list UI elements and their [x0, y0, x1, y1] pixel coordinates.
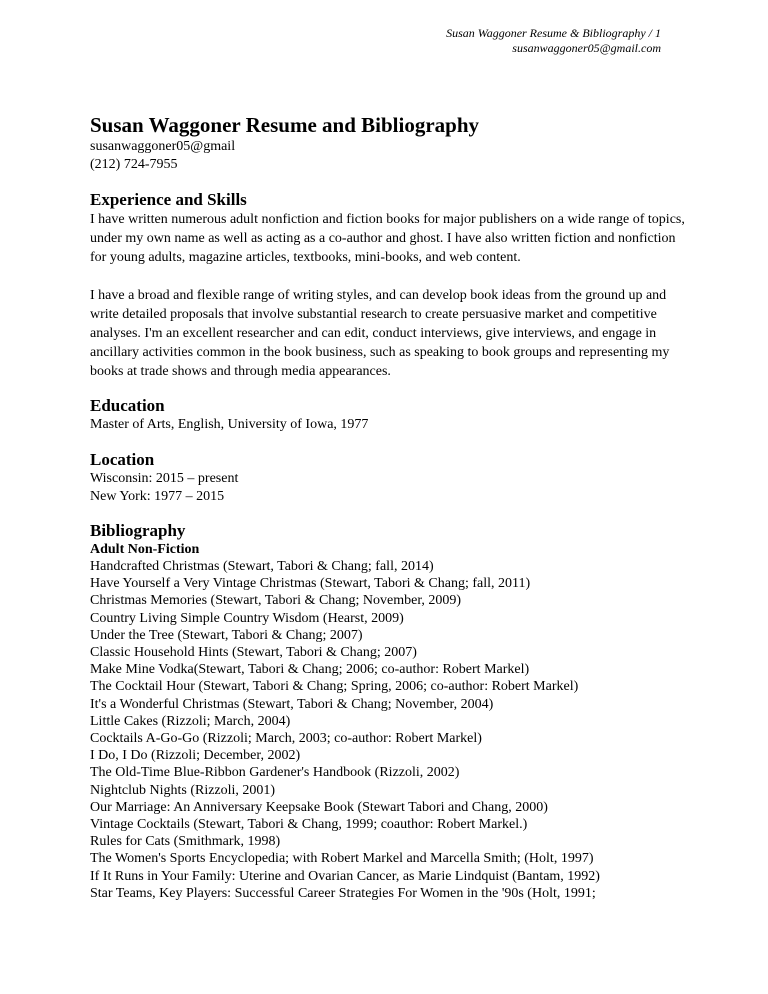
bibliography-item: It's a Wonderful Christmas (Stewart, Tabori & Chang; November, 2004) — [90, 696, 494, 712]
bibliography-item: I Do, I Do (Rizzoli; December, 2002) — [90, 748, 301, 764]
bibliography-item: Have Yourself a Very Vintage Christmas (Stewart, Tabori & Chang; fall, 2011) — [90, 576, 531, 592]
location-line: New York: 1977 – 2015 — [90, 489, 225, 504]
location-line: Wisconsin: 2015 – present — [90, 471, 239, 486]
page-header — [446, 26, 661, 56]
bibliography-item: Nightclub Nights (Rizzoli, 2001) — [90, 782, 276, 798]
bibliography-item: Rules for Cats (Smithmark, 1998) — [90, 834, 281, 850]
bibliography-item: Little Cakes (Rizzoli; March, 2004) — [90, 713, 291, 729]
bibliography-item: Make Mine Vodka(Stewart, Tabori & Chang; 2006; co-author: Robert Markel) — [90, 662, 530, 678]
bibliography-item: Vintage Cocktails (Stewart, Tabori & Chang, 1999; coauthor: Robert Markel.) — [90, 817, 528, 833]
bibliography-list — [90, 558, 690, 902]
education-degree: Master of Arts, English, University of Iowa, 1977 — [90, 417, 369, 432]
experience-heading: Experience and Skills — [90, 190, 247, 209]
bibliography-item: Classic Household Hints (Stewart, Tabori & Chang; 2007) — [90, 645, 417, 661]
bibliography-heading: Bibliography — [90, 521, 186, 540]
contact-email: susanwaggoner05@gmail — [90, 139, 236, 154]
contact-phone: (212) 724-7955 — [90, 157, 178, 172]
bibliography-item: Christmas Memories (Stewart, Tabori & Chang; November, 2009) — [90, 593, 462, 609]
location-section — [90, 449, 690, 506]
bibliography-item: Our Marriage: An Anniversary Keepsake Book (Stewart Tabori and Chang, 2000) — [90, 799, 548, 815]
education-heading: Education — [90, 396, 165, 415]
bibliography-item: Under the Tree (Stewart, Tabori & Chang; 2007) — [90, 627, 363, 643]
bibliography-item: If It Runs in Your Family: Uterine and Ovarian Cancer, as Marie Lindquist (Bantam, 1992) — [90, 868, 600, 884]
bibliography-item: The Old-Time Blue-Ribbon Gardener's Handbook (Rizzoli, 2002) — [90, 765, 460, 781]
document-title: Susan Waggoner Resume and Bibliography — [90, 113, 479, 137]
experience-section — [90, 189, 690, 381]
bibliography-item: Country Living Simple Country Wisdom (Hearst, 2009) — [90, 610, 404, 626]
bibliography-item: Handcrafted Christmas (Stewart, Tabori & Chang; fall, 2014) — [90, 559, 434, 574]
resume-content — [90, 112, 690, 902]
education-section — [90, 395, 690, 434]
bibliography-subheading: Adult Non-Fiction — [90, 542, 200, 557]
bibliography-section — [90, 520, 690, 902]
bibliography-item: Star Teams, Key Players: Successful Career Strategies For Women in the '90s (Holt, 1991; — [90, 885, 596, 901]
experience-paragraph-1: I have written numerous adult nonfiction and fiction books for major publishers on a wide range of topics, under my own name as well as acting as a co-author and ghost. I have also written fiction and nonfiction for young adults, magazine articles, textbooks, mini-books, and web content. — [90, 212, 685, 265]
bibliography-item: The Cocktail Hour (Stewart, Tabori & Chang; Spring, 2006; co-author: Robert Markel) — [90, 679, 579, 695]
bibliography-item: Cocktails A-Go-Go (Rizzoli; March, 2003; co-author: Robert Markel) — [90, 731, 482, 747]
bibliography-item: The Women's Sports Encyclopedia; with Robert Markel and Marcella Smith; (Holt, 1997) — [90, 851, 594, 867]
experience-paragraph-2: I have a broad and flexible range of writing styles, and can develop book ideas from the ground up and write detailed proposals that involve substantial research to create persuasive market and competitive analyses. I'm an excellent researcher and can edit, conduct interviews, give interviews, and engage in ancillary activities common in the book business, such as speaking to book groups and representing my books at trade shows and through media appearances. — [90, 288, 670, 379]
header-email-line: susanwaggoner05@gmail.com — [512, 41, 661, 55]
header-title-line: Susan Waggoner Resume & Bibliography / 1 — [446, 26, 661, 40]
location-heading: Location — [90, 450, 155, 469]
